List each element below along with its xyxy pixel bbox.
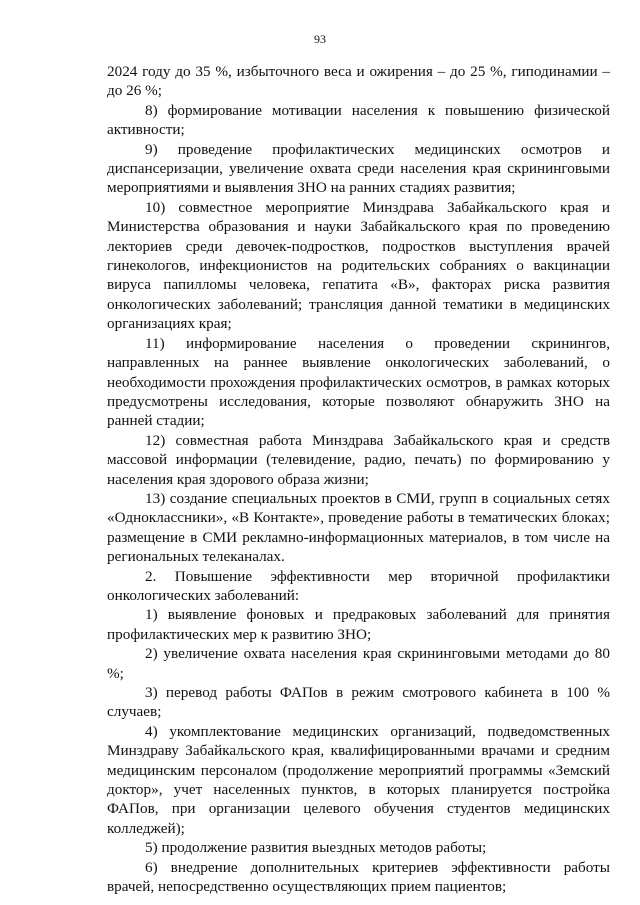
paragraph-subitem-5: 5) продолжение развития выездных методов работы; [145, 839, 487, 857]
paragraph-item-12: 12) совместная работа Минздрава Забайкальского края и средств массовой информации (телевидение, радио, печать) по формированию у населения края здорового образа жизни; [107, 431, 610, 488]
paragraph-subitem-6: 6) внедрение дополнительных критериев эффективности работы врачей, непосредственно осуществляющих прием пациентов; [107, 858, 610, 896]
paragraph-subitem-4: 4) укомплектование медицинских организаций, подведомственных Минздраву Забайкальского края, квалифицированными врачами и средним медицинским персоналом (продолжение мероприятий программы «Земский доктор», учет населенных пунктов, в которых планируется постройка ФАПов, при организации целевого обучения студентов медицинских колледжей); [107, 722, 610, 837]
paragraph-item-9: 9) проведение профилактических медицинских осмотров и диспансеризации, увеличение охвата среди населения края скрининговыми мероприятиями и выявления ЗНО на ранних стадиях развития; [107, 140, 610, 197]
paragraph-item-11: 11) информирование населения о проведении скринингов, направленных на раннее выявление онкологических заболеваний, о необходимости прохождения профилактических осмотров, в рамках которых предусмотрены исследования, которые позволяют обнаружить ЗНО на ранней стадии; [107, 334, 610, 430]
paragraph-continuation: 2024 году до 35 %, избыточного веса и ожирения – до 25 %, гиподинамии – до 26 %; [107, 63, 610, 100]
paragraph-item-8: 8) формирование мотивации населения к повышению физической активности; [107, 101, 610, 139]
paragraph-subitem-3: 3) перевод работы ФАПов в режим смотрового кабинета в 100 % случаев; [107, 684, 610, 721]
page-number: 93 [314, 32, 326, 46]
paragraph-subitem-2: 2) увеличение охвата населения края скрининговыми методами до 80 %; [107, 645, 610, 682]
body-text [107, 62, 610, 896]
paragraph-subitem-1: 1) выявление фоновых и предраковых заболеваний для принятия профилактических мер к развитию ЗНО; [107, 606, 610, 643]
paragraph-item-13: 13) создание специальных проектов в СМИ, групп в социальных сетях «Одноклассники», «В Контакте», проведение работы в тематических блоках; размещение в СМИ рекламно-информационных материалов, в том числе на региональных телеканалах. [107, 489, 610, 566]
paragraph-item-10: 10) совместное мероприятие Минздрава Забайкальского края и Министерства образования и науки Забайкальского края по проведению лекториев среди девочек-подростков, подростков выступления врачей гинекологов, инфекционистов на родительских собраниях о вакцинации вируса папилломы человека, гепатита «В», факторах риска развития онкологических заболеваний; трансляция данной тематики в медицинских организациях края; [107, 198, 610, 333]
section-heading-2: 2. Повышение эффективности мер вторичной профилактики онкологических заболеваний: [107, 567, 610, 604]
